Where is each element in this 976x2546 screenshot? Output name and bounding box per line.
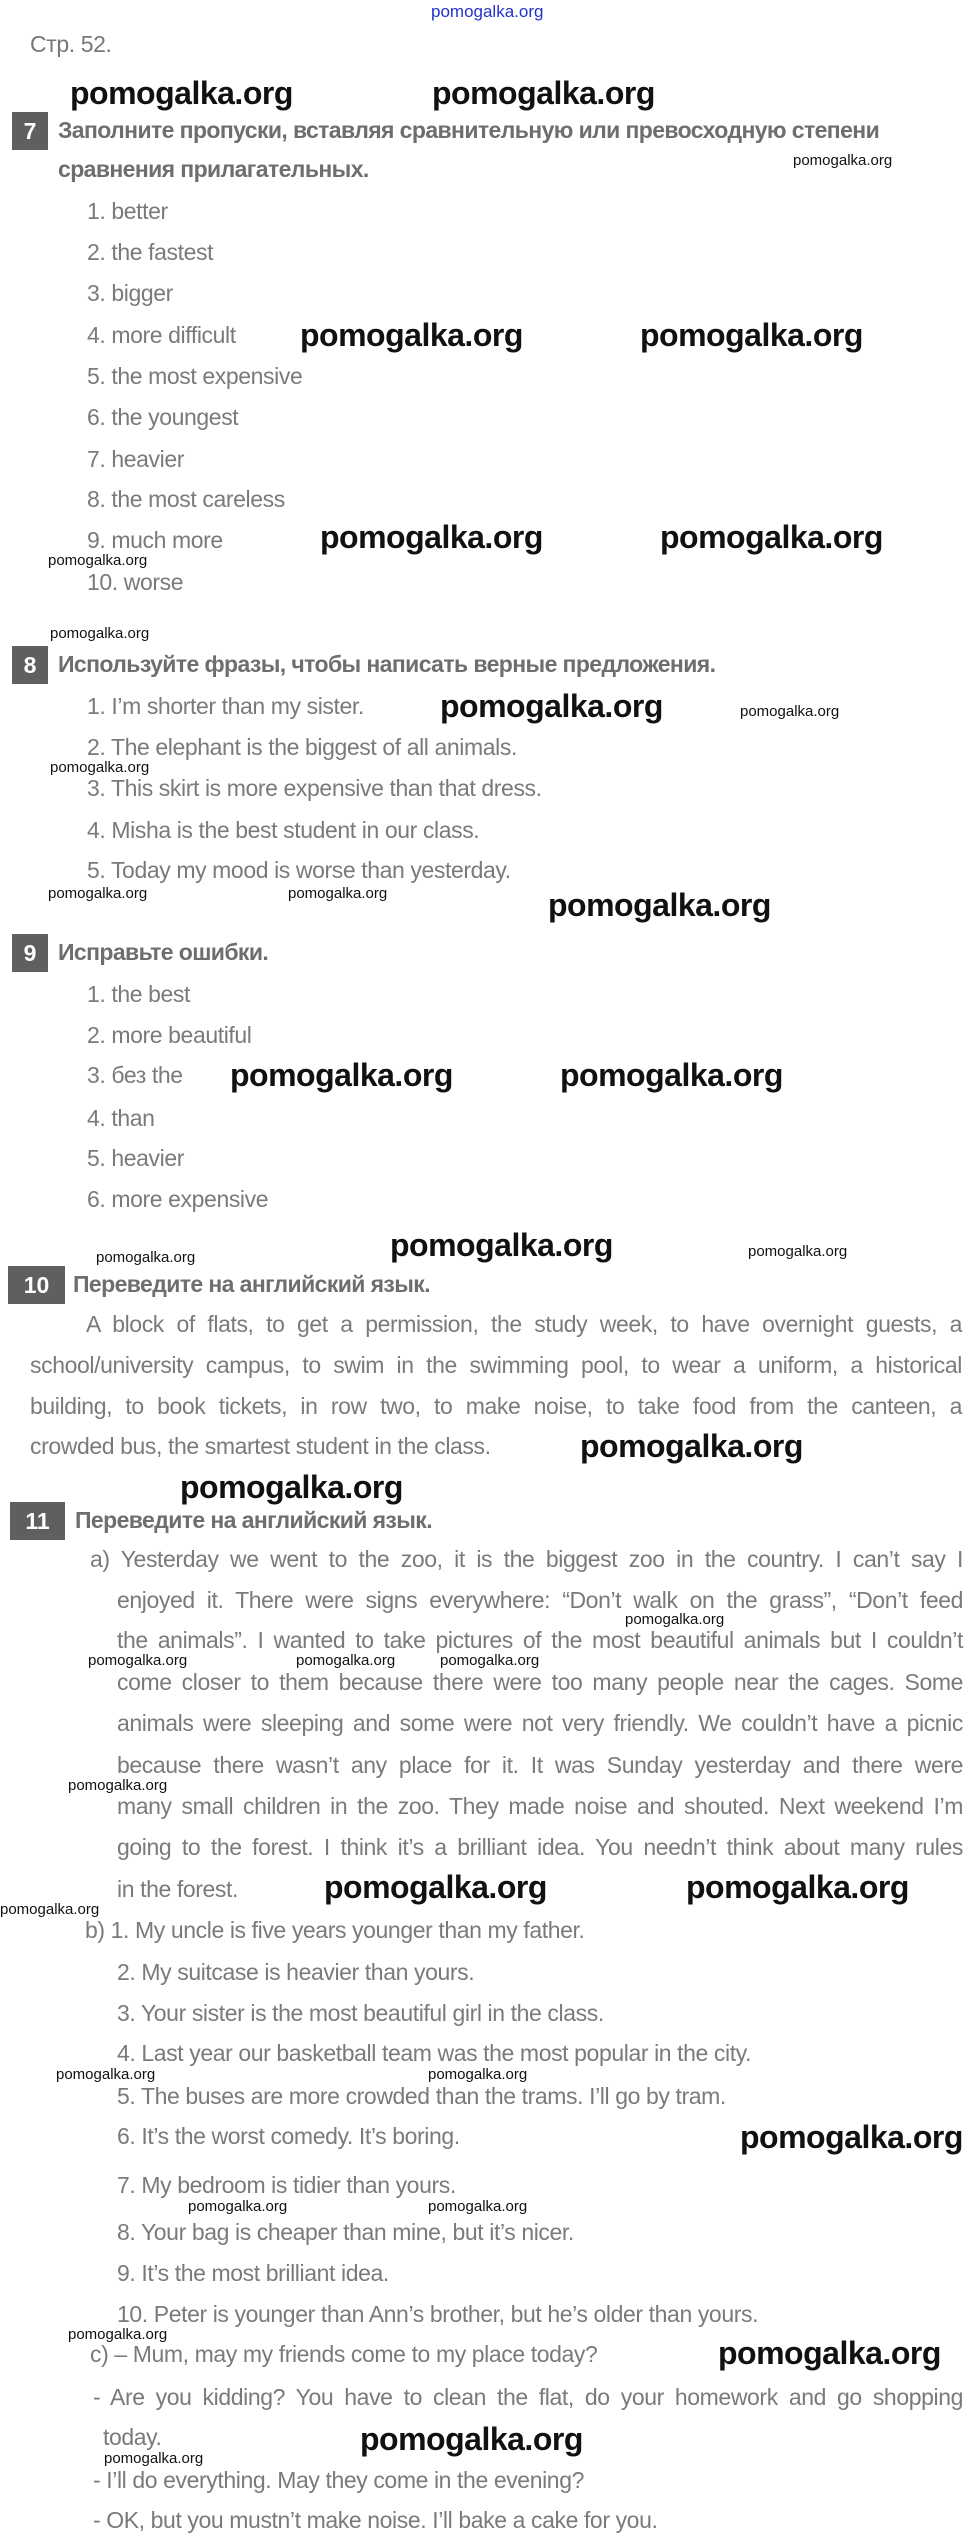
watermark: pomogalka.org <box>428 2198 528 2215</box>
watermark: pomogalka.org <box>432 75 655 111</box>
text-line: the animals”. I wanted to take pictures of the most beautiful animals but I couldn’t <box>117 1627 963 1653</box>
text-line: enjoyed it. There were signs everywhere: “Don’t walk on the grass”, “Don’t feed <box>117 1587 963 1613</box>
watermark: pomogalka.org <box>180 1469 403 1505</box>
page-label: Стр. 52. <box>30 31 112 57</box>
exercise-number: 8 <box>12 646 48 684</box>
text-line: 4. more difficult <box>87 322 236 348</box>
text-line: going to the forest. I think it’s a brilliant idea. You needn’t think about many rules <box>117 1834 963 1860</box>
watermark: pomogalka.org <box>390 1227 613 1263</box>
text-line: 1. better <box>87 198 168 224</box>
text-line: 2. My suitcase is heavier than yours. <box>117 1959 475 1985</box>
text-line: 5. The buses are more crowded than the trams. I’ll go by tram. <box>117 2083 726 2109</box>
text-line: 2. The elephant is the biggest of all animals. <box>87 734 517 760</box>
text-line: 7. My bedroom is tidier than yours. <box>117 2172 456 2198</box>
watermark: pomogalka.org <box>68 1777 168 1794</box>
text-line: building, to book tickets, in row two, to make noise, to take food from the canteen, a <box>30 1393 962 1419</box>
watermark: pomogalka.org <box>320 519 543 555</box>
watermark: pomogalka.org <box>625 1611 725 1628</box>
text-line: 4. than <box>87 1105 155 1131</box>
watermark: pomogalka.org <box>296 1652 396 1669</box>
text-line: animals were sleeping and some were not very friendly. We couldn’t have a picnic <box>117 1710 963 1736</box>
text-line: crowded bus, the smartest student in the class. <box>30 1433 491 1459</box>
watermark: pomogalka.org <box>88 1652 188 1669</box>
text-line: A block of flats, to get a permission, the study week, to have overnight guests, a <box>86 1311 962 1337</box>
text-line: 3. bigger <box>87 280 173 306</box>
watermark: pomogalka.org <box>300 317 523 353</box>
text-line: - I’ll do everything. May they come in the evening? <box>93 2467 584 2493</box>
watermark: pomogalka.org <box>96 1249 196 1266</box>
watermark: pomogalka.org <box>660 519 883 555</box>
watermark: pomogalka.org <box>56 2066 156 2083</box>
text-line: 4. Last year our basketball team was the most popular in the city. <box>117 2040 752 2066</box>
watermark: pomogalka.org <box>0 1901 100 1918</box>
text-line: 4. Misha is the best student in our class. <box>87 817 480 843</box>
exercise-title: Используйте фразы, чтобы написать верные предложения. <box>58 651 716 677</box>
text-line: 6. the youngest <box>87 404 239 430</box>
exercise-title: Переведите на английский язык. <box>73 1271 430 1297</box>
text-line: 3. This skirt is more expensive than that dress. <box>87 775 542 801</box>
text-line: c) – Mum, may my friends come to my place today? <box>90 2341 598 2367</box>
watermark: pomogalka.org <box>440 1652 540 1669</box>
watermark: pomogalka.org <box>188 2198 288 2215</box>
watermark: pomogalka.org <box>70 75 293 111</box>
text-line: - Are you kidding? You have to clean the flat, do your homework and go shopping <box>93 2384 963 2410</box>
text-line: in the forest. <box>117 1876 238 1902</box>
text-line: 5. heavier <box>87 1145 185 1171</box>
watermark: pomogalka.org <box>793 152 893 169</box>
text-line: 6. It’s the worst comedy. It’s boring. <box>117 2123 460 2149</box>
watermark: pomogalka.org <box>440 688 663 724</box>
text-line: 1. the best <box>87 981 191 1007</box>
text-line: because there wasn’t any place for it. It was Sunday yesterday and there were <box>117 1752 963 1778</box>
exercise-number: 10 <box>8 1266 65 1304</box>
text-line: 10. worse <box>87 569 184 595</box>
watermark: pomogalka.org <box>50 625 150 642</box>
text-line: 6. more expensive <box>87 1186 269 1212</box>
watermark: pomogalka.org <box>50 759 150 776</box>
text-line: 1. I’m shorter than my sister. <box>87 693 364 719</box>
watermark: pomogalka.org <box>740 2119 963 2155</box>
watermark: pomogalka.org <box>580 1428 803 1464</box>
watermark: pomogalka.org <box>68 2326 168 2343</box>
text-line: 9. It’s the most brilliant idea. <box>117 2260 389 2286</box>
text-line: b) 1. My uncle is five years younger than my father. <box>85 1917 585 1943</box>
text-line: school/university campus, to swim in the swimming pool, to wear a uniform, a historical <box>30 1352 962 1378</box>
watermark: pomogalka.org <box>548 887 771 923</box>
watermark: pomogalka.org <box>740 703 840 720</box>
exercise-title: Исправьте ошибки. <box>58 939 269 965</box>
watermark: pomogalka.org <box>360 2421 583 2457</box>
text-line: 2. the fastest <box>87 239 214 265</box>
watermark: pomogalka.org <box>718 2335 941 2371</box>
text-line: a) Yesterday we went to the zoo, it is the biggest zoo in the country. I can’t say I <box>90 1546 963 1572</box>
text-line: 5. the most expensive <box>87 363 303 389</box>
text-line: 10. Peter is younger than Ann’s brother, but he’s older than yours. <box>117 2301 759 2327</box>
text-line: many small children in the zoo. They made noise and shouted. Next weekend I’m <box>117 1793 963 1819</box>
exercise-number: 7 <box>12 112 48 150</box>
watermark: pomogalka.org <box>640 317 863 353</box>
watermark: pomogalka.org <box>686 1869 909 1905</box>
exercise-number: 11 <box>10 1502 65 1540</box>
watermark: pomogalka.org <box>288 885 388 902</box>
text-line: 3. без the <box>87 1062 183 1088</box>
text-line: 9. much more <box>87 527 223 553</box>
text-line: 3. Your sister is the most beautiful girl in the class. <box>117 2000 604 2026</box>
text-line: 8. the most careless <box>87 486 285 512</box>
text-line: today. <box>103 2424 162 2450</box>
watermark: pomogalka.org <box>104 2450 204 2467</box>
text-line: 5. Today my mood is worse than yesterday. <box>87 857 511 883</box>
watermark: pomogalka.org <box>48 552 148 569</box>
watermark: pomogalka.org <box>428 2066 528 2083</box>
text-line: come closer to them because there were too many people near the cages. Some <box>117 1669 963 1695</box>
text-line: 2. more beautiful <box>87 1022 252 1048</box>
watermark: pomogalka.org <box>230 1057 453 1093</box>
text-line: - OK, but you mustn’t make noise. I’ll bake a cake for you. <box>93 2507 658 2533</box>
text-line: 7. heavier <box>87 446 185 472</box>
watermark: pomogalka.org <box>560 1057 783 1093</box>
text-line: 8. Your bag is cheaper than mine, but it’s nicer. <box>117 2219 574 2245</box>
watermark: pomogalka.org <box>748 1243 848 1260</box>
exercise-title: Переведите на английский язык. <box>75 1507 432 1533</box>
exercise-title: сравнения прилагательных. <box>58 156 369 182</box>
site-link[interactable]: pomogalka.org <box>431 2 544 21</box>
exercise-number: 9 <box>12 934 48 972</box>
exercise-title: Заполните пропуски, вставляя сравнительную или превосходную степени <box>58 117 880 143</box>
watermark: pomogalka.org <box>324 1869 547 1905</box>
watermark: pomogalka.org <box>48 885 148 902</box>
